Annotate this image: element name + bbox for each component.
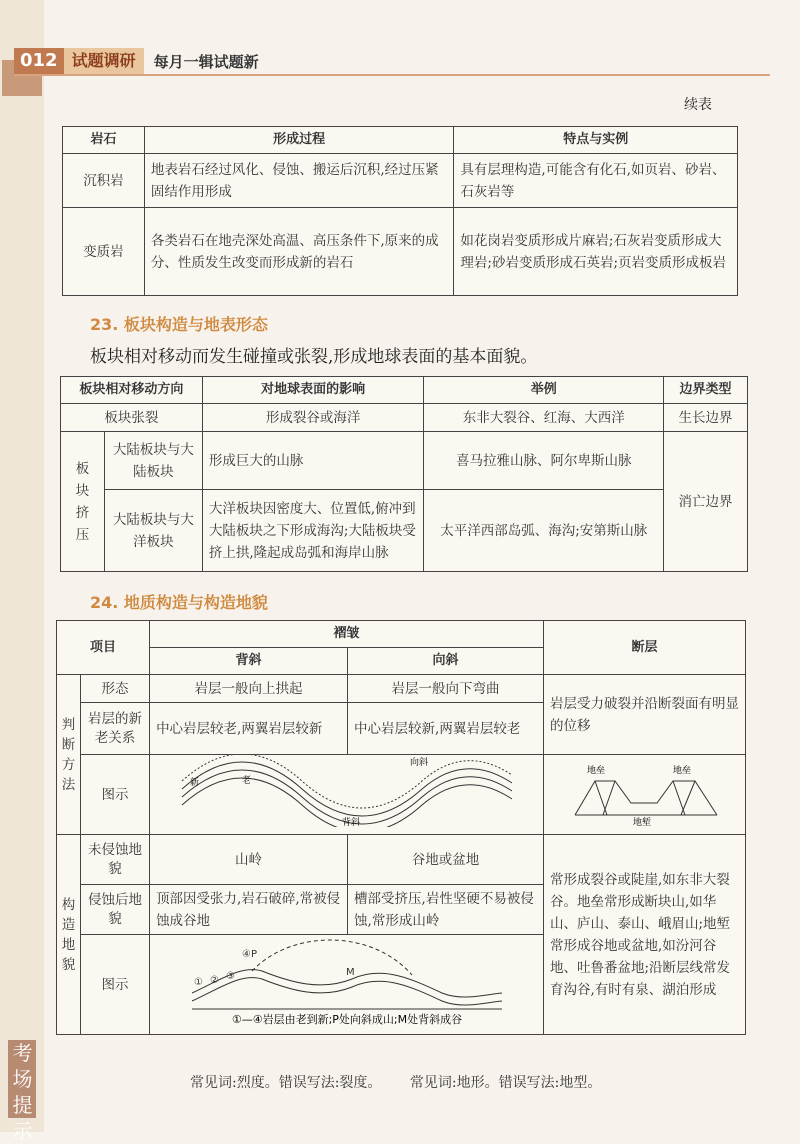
footer-notes [190,1072,625,1092]
fold-header: 褶皱 [150,621,544,648]
landform-label: 构造地貌 [57,835,81,1035]
feature-header: 特点与实例 [454,127,738,154]
rock-features: 具有层理构造,可能含有化石,如页岩、砂岩、石灰岩等 [454,154,738,208]
horst-label-left: 地垒 [586,766,605,776]
shape-syncline: 岩层一般向下弯曲 [348,675,544,703]
page-number: 012 [14,48,64,74]
continued-label: 续表 [684,97,712,113]
judge-label: 判断方法 [57,675,81,835]
fault-judge: 岩层受力破裂并沿断裂面有明显的位移 [544,675,746,755]
layer-2: ② [209,975,219,986]
syncline-header: 向斜 [348,648,544,675]
oc-effect: 大洋板块因密度大、位置低,俯冲到大陆板块之下形成海沟;大陆板块受挤上拱,隆起成岛弧和海岸山脉 [202,490,424,572]
section-24-title: 24. 地质构造与构造地貌 [90,593,268,612]
tension-boundary: 生长边界 [664,404,748,432]
shape-label: 形态 [80,675,149,703]
cc-example: 喜马拉雅山脉、阿尔卑斯山脉 [424,432,664,490]
table-row [61,432,748,490]
tension-example: 东非大裂谷、红海、大西洋 [424,404,664,432]
eroded-anticline: 顶部因受张力,岩石破碎,常被侵蚀成谷地 [150,885,348,935]
fault-diagram-cell [544,755,746,835]
rock-process: 各类岩石在地壳深处高温、高压条件下,原来的成分、性质发生改变而形成新的岩石 [144,208,454,296]
rock-process: 地表岩石经过风化、侵蚀、搬运后沉积,经过压紧固结作用形成 [144,154,454,208]
page-header [14,48,259,74]
cc-type: 大陆板块与大陆板块 [104,432,202,490]
layer-4: ④P [241,949,257,960]
horst-label-right: 地垒 [672,766,691,776]
oc-type: 大陆板块与大洋板块 [104,490,202,572]
fold-new-label: 新 [189,778,199,788]
eroded-label: 侵蚀后地貌 [80,885,149,935]
point-m: M [345,967,355,978]
rock-table [62,126,738,296]
fold-diagram-cell [150,755,544,835]
uneroded-syncline: 谷地或盆地 [348,835,544,885]
age-anticline: 中心岩层较老,两翼岩层较新 [150,703,348,755]
landform-diagram [152,935,542,1027]
layer-3: ③ [225,971,235,982]
plate-table [60,376,748,572]
compress-label: 板块挤压 [61,432,105,572]
fold-old-label: 老 [241,776,251,786]
section-23-intro: 板块相对移动而发生碰撞或张裂,形成地球表面的基本面貌。 [90,347,538,367]
landform-diagram-cell [150,935,544,1035]
tension-effect: 形成裂谷或海洋 [202,404,424,432]
uneroded-label: 未侵蚀地貌 [80,835,149,885]
footer-note-1: 常见词:烈度。错误写法:裂度。 [190,1075,382,1091]
page-edge [0,0,44,1132]
fault-header: 断层 [544,621,746,675]
table-row [57,675,746,703]
table-row [61,404,748,432]
effect-header: 对地球表面的影响 [202,377,424,404]
graben-label: 地堑 [632,818,651,827]
rock-features: 如花岗岩变质形成片麻岩;石灰岩变质形成大理岩;砂岩变质形成石英岩;页岩变质形成板岩 [454,208,738,296]
table-row [63,154,738,208]
age-label: 岩层的新老关系 [80,703,149,755]
table-row [57,755,746,835]
fold-diagram [152,755,542,827]
age-syncline: 中心岩层较新,两翼岩层较老 [348,703,544,755]
uneroded-anticline: 山岭 [150,835,348,885]
structure-table [56,620,746,1035]
tension-direction: 板块张裂 [61,404,203,432]
fault-landform: 常形成裂谷或陡崖,如东非大裂谷。地垒常形成断块山,如华山、庐山、泰山、峨眉山;地堑常形成谷地或盆地,如汾河谷地、吐鲁番盆地;沿断层线常发育沟谷,有时有泉、湖泊形成 [544,835,746,1035]
section-name: 试题调研 [64,48,144,74]
process-header: 形成过程 [144,127,454,154]
rock-name: 沉积岩 [63,154,145,208]
rock-header: 岩石 [63,127,145,154]
footer-note-2: 常见词:地形。错误写法:地型。 [409,1075,602,1091]
landform-caption: ①—④岩层由老到新;P处向斜成山;M处背斜成谷 [231,1013,462,1026]
fold-anticline-label: 背斜 [341,818,360,827]
layer-1: ① [193,977,203,988]
header-subtitle: 每月一辑试题新 [153,52,259,71]
section-23-title: 23. 板块构造与地表形态 [90,315,268,334]
cc-effect: 形成巨大的山脉 [202,432,424,490]
table-row [63,208,738,296]
direction-header: 板块相对移动方向 [61,377,203,404]
fold-syncline-label: 向斜 [409,758,428,768]
landform-diagram-label: 图示 [80,935,149,1035]
table-row [61,490,748,572]
fault-diagram [545,755,745,827]
oc-example: 太平洋西部岛弧、海沟;安第斯山脉 [424,490,664,572]
shape-anticline: 岩层一般向上拱起 [150,675,348,703]
example-header: 举例 [424,377,664,404]
boundary-header: 边界类型 [664,377,748,404]
rock-name: 变质岩 [63,208,145,296]
compress-boundary: 消亡边界 [664,432,748,572]
header-divider [14,74,770,76]
eroded-syncline: 槽部受挤压,岩性坚硬不易被侵蚀,常形成山岭 [348,885,544,935]
exam-tip-tab: 考场提示 [8,1040,36,1118]
table-row [57,835,746,885]
item-header: 项目 [57,621,150,675]
diagram-label: 图示 [80,755,149,835]
anticline-header: 背斜 [150,648,348,675]
